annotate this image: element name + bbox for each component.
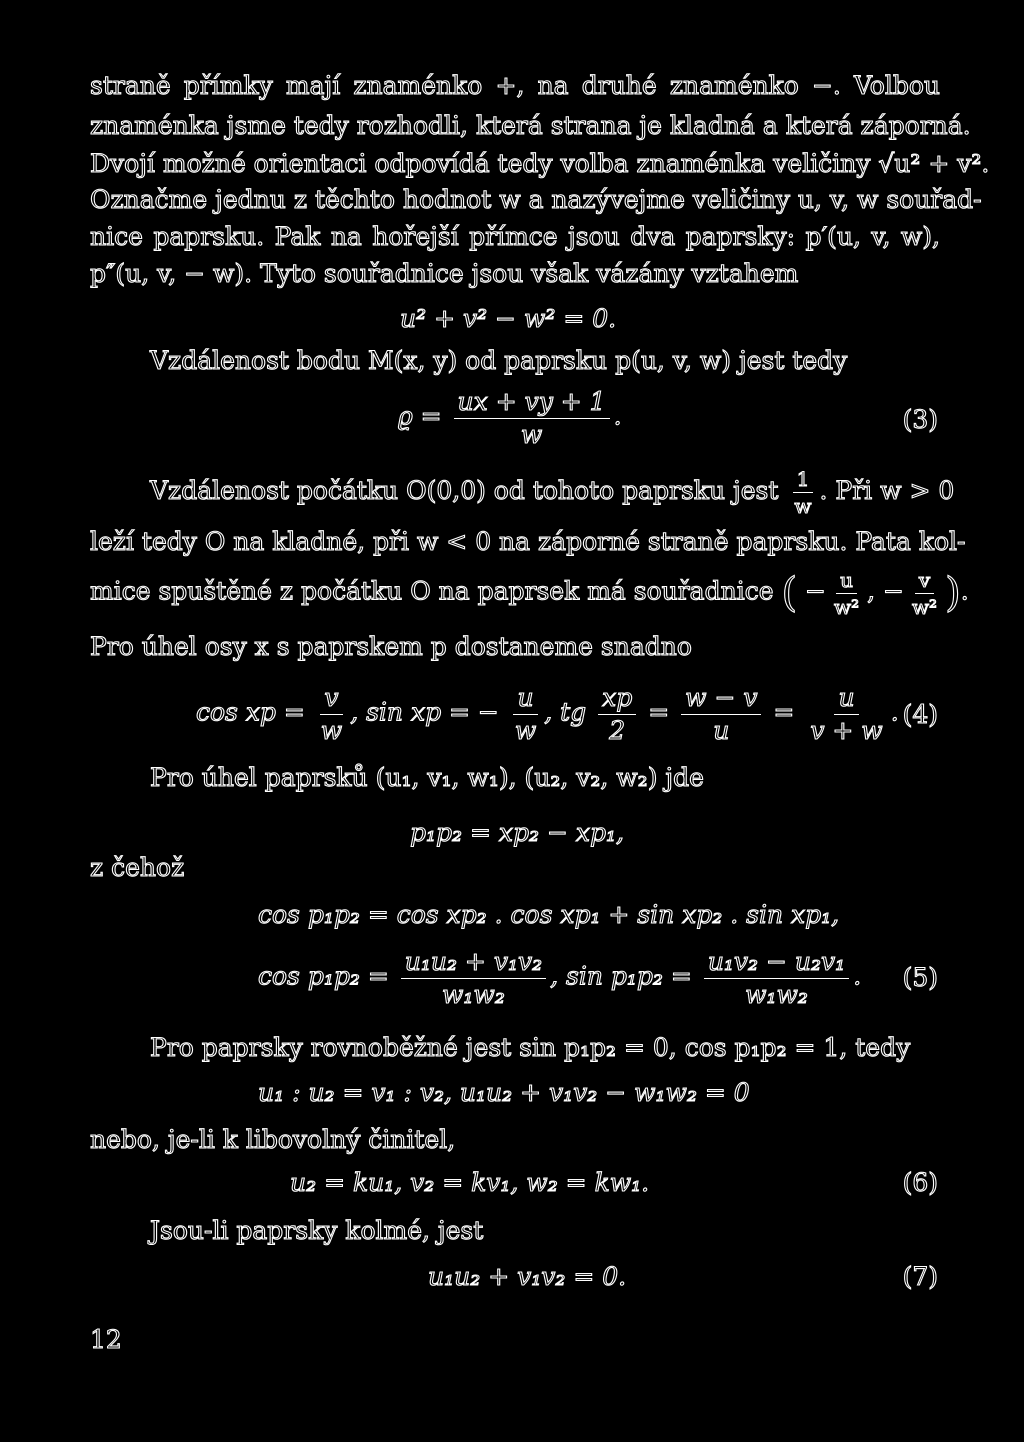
eq4-sin-lhs: sin xp = − (366, 697, 499, 727)
paragraph-1-line-4: Označme jednu z těchto hodnot w a nazývejme veličiny u, v, w souřad- (90, 185, 982, 214)
paragraph-2-line-3: mice spuštěné z počátku O na paprsek má souřadnice ( − $\frac{u}{\text{w²}}$ , − $\frac{v}{\text{w²}}$ ). (90, 567, 969, 619)
paragraph-1-line-3: Dvojí možné orientaci odpovídá tedy volba znaménka veličiny √u² + v². (90, 149, 990, 178)
paragraph-1-line-5: nice paprsku. Pak na hořejší přímce jsou dva paprsky: p′(u, v, w), (90, 222, 940, 251)
distance-text: Vzdálenost bodu M(x, y) od paprsku p(u, v, w) jest tedy (150, 346, 848, 375)
cos-sum-equation: cos p₁p₂ = cos xp₂ . cos xp₁ + sin xp₂ . sin xp₁, (258, 900, 840, 929)
whence-text: z čehož (90, 853, 185, 882)
foot-y-fraction: $\frac{v}{\text{w²}}$ (911, 567, 938, 619)
parallel-equation: u₁ : u₂ = v₁ : v₂, u₁u₂ + v₁v₂ − w₁w₂ = 0 (258, 1078, 750, 1107)
eq3-numerator: ux + vy + 1 (454, 388, 610, 419)
origin-distance-den: w (794, 494, 812, 518)
equation-3: ϱ = $\frac{ux + vy + 1}{w}$ . (398, 387, 622, 449)
eq4-tg-fraction: $\frac{xp}{2}$ (598, 684, 636, 744)
eq3-denominator: w (520, 419, 543, 449)
origin-distance-text: Vzdálenost počátku O(0,0) od tohoto paprsku jest (150, 476, 779, 505)
eq4-sin-fraction: $\frac{u}{w}$ (514, 683, 537, 745)
equation-7-tag: (7) (902, 1262, 938, 1291)
paragraph-1-line-2: znaménka jsme tedy rozhodli, která strana je kladná a která záporná. (90, 111, 971, 140)
foot-text: mice spuštěné z počátku O na paprsek má souřadnice (90, 576, 774, 606)
paragraph-1-line-1: straně přímky mají znaménko +, na druhé znaménko −. Volbou (90, 71, 940, 100)
origin-distance-tail: . Při w > 0 (819, 476, 955, 505)
eq4-cos-fraction: $\frac{v}{w}$ (320, 683, 343, 745)
or-text: nebo, je-li k libovolný činitel, (90, 1125, 456, 1154)
constraint-equation: u² + v² − w² = 0. (400, 304, 617, 333)
paragraph-2-line-1 (150, 467, 955, 518)
eq4-cos-lhs: cos xp = (196, 697, 305, 727)
parallel-text: Pro paprsky rovnoběžné jest sin p₁p₂ = 0, cos p₁p₂ = 1, tedy (150, 1033, 911, 1062)
page-number: 12 (90, 1325, 122, 1354)
paragraph-2-line-4: Pro úhel osy x s paprskem p dostaneme snadno (90, 632, 692, 661)
eq4-tg-rhs2: $\frac{u}{v + w}$ (810, 683, 883, 745)
equation-5: cos p₁p₂ = $\frac{\text{u₁u₂ + v₁v₂}}{\text{w₁w₂}}$ , sin p₁p₂ = $\frac{\text{u₁v₂ − u₂v₁}}{\text{w₁w₂}}$ . (258, 947, 862, 1009)
equation-6-tag: (6) (902, 1168, 938, 1197)
equation-7: u₁u₂ + v₁v₂ = 0. (428, 1262, 627, 1291)
equation-4-tag: (4) (902, 700, 938, 729)
eq3-fraction (454, 388, 610, 448)
eq3-lhs: ϱ = (398, 401, 442, 431)
angle-text: Pro úhel paprsků (u₁, v₁, w₁), (u₂, v₂, w₂) jde (150, 763, 704, 792)
eq5-sin-lhs: sin p₁p₂ = (566, 961, 692, 991)
eq5-sin-fraction: $\frac{\text{u₁v₂ − u₂v₁}}{\text{w₁w₂}}$ (704, 948, 849, 1008)
foot-x-fraction: $\frac{u}{\text{w²}}$ (833, 567, 860, 619)
eq4-tg-lhs: tg (560, 697, 587, 727)
paragraph-2-line-2: leží tedy O na kladné, při w < 0 na záporné straně paprsku. Pata kol- (90, 527, 966, 556)
eq5-cos-lhs: cos p₁p₂ = (258, 961, 389, 991)
angle-difference-equation: p₁p₂ = xp₂ − xp₁, (410, 818, 624, 847)
origin-distance-fraction (790, 468, 815, 517)
equation-4: cos xp = $\frac{v}{w}$ , sin xp = − $\frac{u}{w}$ , tg $\frac{xp}{2}$ = $\frac{w - v}{u}$ = $\frac{u}{v + w}$ . (196, 683, 899, 745)
eq4-tg-rhs1: $\frac{w - v}{u}$ (681, 684, 761, 744)
equation-5-tag: (5) (902, 963, 938, 992)
perpendicular-text: Jsou-li paprsky kolmé, jest (150, 1216, 484, 1245)
origin-distance-num: 1 (793, 468, 814, 493)
equation-6: u₂ = ku₁, v₂ = kv₁, w₂ = kw₁. (290, 1168, 650, 1197)
paragraph-1-line-6: p″(u, v, − w). Tyto souřadnice jsou však vázány vztahem (90, 259, 799, 288)
equation-3-tag: (3) (902, 405, 938, 434)
eq5-cos-fraction: $\frac{\text{u₁u₂ + v₁v₂}}{\text{w₁w₂}}$ (401, 948, 546, 1008)
